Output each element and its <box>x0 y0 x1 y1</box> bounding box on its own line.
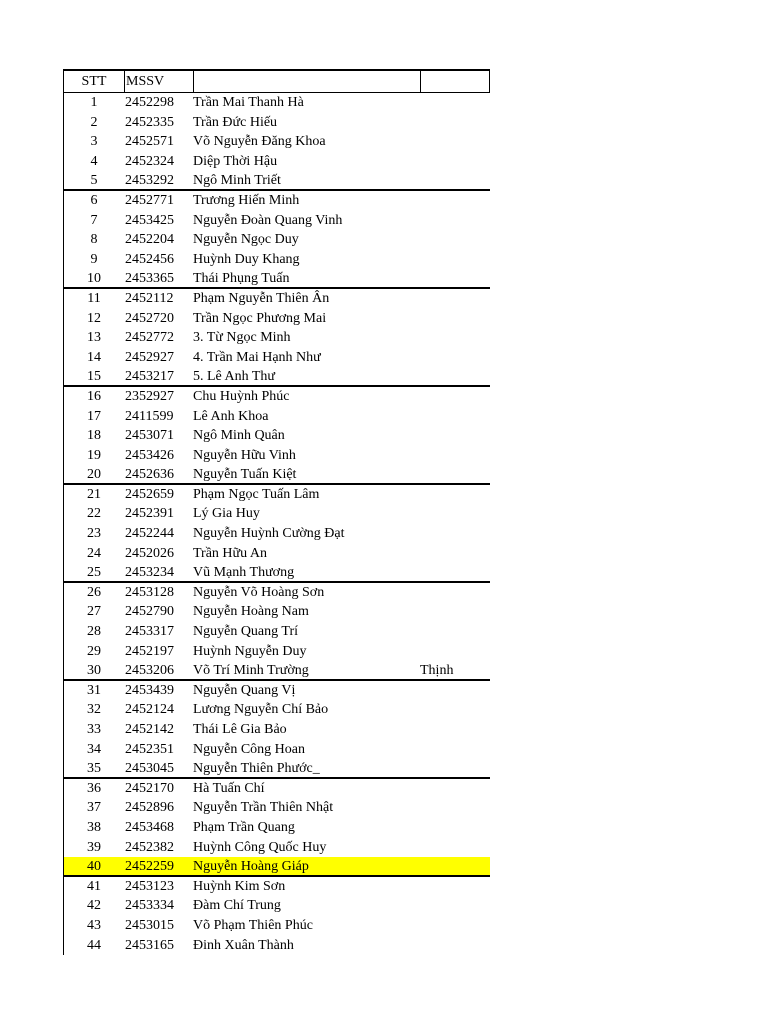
cell-name[interactable]: Nguyễn Võ Hoàng Sơn <box>193 584 325 600</box>
table-row <box>63 191 490 211</box>
table-row <box>63 700 490 720</box>
cell-stt[interactable]: 12 <box>63 309 124 329</box>
cell-extra[interactable] <box>420 504 490 524</box>
cell-stt[interactable]: 5 <box>63 171 124 189</box>
table-row <box>63 426 490 446</box>
cell-stt[interactable]: 22 <box>63 504 124 524</box>
cell-mssv[interactable]: 2453015 <box>125 917 174 933</box>
cell-extra[interactable] <box>420 191 490 211</box>
table-header-row <box>63 69 490 93</box>
cell-name[interactable]: Thái Phụng Tuấn <box>193 271 290 287</box>
cell-extra[interactable] <box>420 622 490 642</box>
cell-mssv[interactable]: 2452259 <box>125 859 174 875</box>
cell-name[interactable]: Nguyễn Công Hoan <box>193 741 305 757</box>
table-row <box>63 602 490 622</box>
cell-stt[interactable]: 10 <box>63 269 124 287</box>
cell-extra[interactable] <box>420 446 490 466</box>
cell-name[interactable]: Vũ Mạnh Thương <box>193 565 295 581</box>
cell-mssv[interactable]: 2453292 <box>125 173 174 189</box>
cell-name[interactable]: Ngô Minh Quân <box>193 428 285 444</box>
cell-name[interactable]: Nguyễn Thiên Phước_ <box>193 761 320 777</box>
cell-mssv[interactable]: 2452659 <box>125 486 174 502</box>
cell-stt[interactable]: 40 <box>63 857 124 875</box>
table-row <box>63 798 490 818</box>
cell-extra[interactable] <box>420 426 490 446</box>
cell-stt[interactable]: 32 <box>63 700 124 720</box>
table-row <box>63 661 490 681</box>
cell-stt[interactable]: 2 <box>63 113 124 133</box>
cell-stt[interactable]: 24 <box>63 544 124 564</box>
table-row <box>63 720 490 740</box>
cell-extra[interactable] <box>420 485 490 505</box>
header-name[interactable] <box>193 71 419 92</box>
table-row <box>63 387 490 407</box>
cell-extra[interactable] <box>420 759 490 777</box>
cell-mssv[interactable]: 2453165 <box>125 937 174 953</box>
cell-extra[interactable] <box>420 309 490 329</box>
table-row <box>63 269 490 289</box>
cell-mssv[interactable]: 2453317 <box>125 624 174 640</box>
cell-name[interactable]: Trần Mai Thanh Hà <box>193 95 304 110</box>
cell-name[interactable]: Lương Nguyễn Chí Bảo <box>193 702 329 718</box>
cell-mssv[interactable]: 2453123 <box>125 878 174 894</box>
table-row <box>63 93 490 113</box>
cell-stt[interactable]: 37 <box>63 798 124 818</box>
cell-stt[interactable]: 20 <box>63 465 124 483</box>
cell-stt[interactable]: 4 <box>63 152 124 172</box>
cell-name[interactable]: Nguyễn Ngọc Duy <box>193 232 299 248</box>
table-row <box>63 563 490 583</box>
table-row <box>63 681 490 701</box>
cell-mssv[interactable]: 2452896 <box>125 800 174 816</box>
cell-mssv[interactable]: 2453071 <box>125 428 174 444</box>
cell-stt[interactable]: 15 <box>63 367 124 385</box>
cell-stt[interactable]: 23 <box>63 524 124 544</box>
table-row <box>63 857 490 877</box>
cell-name[interactable]: Trần Đức Hiếu <box>193 114 278 130</box>
cell-extra[interactable] <box>420 936 490 956</box>
cell-extra[interactable] <box>420 838 490 858</box>
cell-name[interactable]: Trương Hiến Minh <box>193 192 300 208</box>
cell-name[interactable]: Nguyễn Quang Vị <box>193 682 296 698</box>
table-row <box>63 779 490 799</box>
cell-name[interactable]: Lý Gia Huy <box>193 506 260 522</box>
cell-mssv[interactable]: 2452771 <box>125 192 174 208</box>
cell-mssv[interactable]: 2452204 <box>125 232 174 248</box>
header-mssv[interactable]: MSSV <box>124 71 194 92</box>
cell-extra[interactable] <box>420 798 490 818</box>
cell-mssv[interactable]: 2452244 <box>125 526 174 542</box>
table-row <box>63 211 490 231</box>
cell-extra[interactable] <box>420 230 490 250</box>
cell-mssv[interactable]: 2452197 <box>125 643 174 659</box>
cell-name[interactable]: Huỳnh Duy Khang <box>193 251 300 267</box>
cell-mssv[interactable]: 2452391 <box>125 506 174 522</box>
cell-name[interactable]: Hà Tuấn Chí <box>193 780 265 796</box>
table-row <box>63 152 490 172</box>
cell-extra[interactable] <box>420 563 490 581</box>
cell-name[interactable]: Chu Huỳnh Phúc <box>193 388 290 404</box>
cell-name[interactable]: Nguyễn Quang Trí <box>193 624 299 640</box>
cell-extra[interactable] <box>420 367 490 385</box>
cell-stt[interactable]: 11 <box>63 289 124 309</box>
cell-mssv[interactable]: 2453439 <box>125 682 174 698</box>
cell-mssv[interactable]: 2453426 <box>125 447 174 463</box>
table-row <box>63 113 490 133</box>
cell-name[interactable]: Nguyễn Đoàn Quang Vinh <box>193 212 343 228</box>
table-row <box>63 544 490 564</box>
table-row <box>63 171 490 191</box>
cell-extra[interactable] <box>420 289 490 309</box>
table-row <box>63 759 490 779</box>
cell-stt[interactable]: 21 <box>63 485 124 505</box>
cell-mssv[interactable]: 2453468 <box>125 819 174 835</box>
cell-name[interactable]: Phạm Nguyễn Thiên Ân <box>193 290 330 306</box>
cell-name[interactable]: Nguyễn Huỳnh Cường Đạt <box>193 526 345 542</box>
cell-extra[interactable] <box>420 740 490 760</box>
cell-mssv[interactable]: 2352927 <box>125 388 174 404</box>
cell-extra[interactable] <box>420 93 490 113</box>
cell-name[interactable]: Nguyễn Hữu Vinh <box>193 447 296 463</box>
table-row <box>63 504 490 524</box>
cell-stt[interactable]: 30 <box>63 661 124 679</box>
cell-stt[interactable]: 41 <box>63 877 124 897</box>
table-row <box>63 407 490 427</box>
cell-stt[interactable]: 9 <box>63 250 124 270</box>
table-row <box>63 877 490 897</box>
cell-name[interactable]: Huỳnh Công Quốc Huy <box>193 839 327 855</box>
cell-stt[interactable]: 1 <box>63 93 124 113</box>
table-row <box>63 838 490 858</box>
cell-mssv[interactable]: 2453365 <box>125 271 174 287</box>
cell-name[interactable]: Trần Hữu An <box>193 545 267 561</box>
cell-mssv[interactable]: 2452351 <box>125 741 174 757</box>
cell-extra[interactable] <box>420 779 490 799</box>
cell-extra[interactable] <box>420 132 490 152</box>
table-row <box>63 367 490 387</box>
cell-mssv[interactable]: 2452382 <box>125 839 174 855</box>
cell-stt[interactable]: 27 <box>63 602 124 622</box>
cell-stt[interactable]: 42 <box>63 896 124 916</box>
cell-stt[interactable]: 44 <box>63 936 124 956</box>
table-row <box>63 250 490 270</box>
cell-name[interactable]: Nguyễn Trần Thiên Nhật <box>193 800 334 816</box>
cell-mssv[interactable]: 2411599 <box>125 408 174 424</box>
cell-stt[interactable]: 39 <box>63 838 124 858</box>
cell-name[interactable]: Nguyễn Tuấn Kiệt <box>193 467 297 483</box>
cell-mssv[interactable]: 2453206 <box>125 663 174 679</box>
cell-mssv[interactable]: 2452324 <box>125 153 174 169</box>
cell-name[interactable]: Võ Trí Minh Trường <box>193 663 309 679</box>
cell-extra[interactable] <box>420 681 490 701</box>
cell-mssv[interactable]: 2452142 <box>125 722 174 737</box>
cell-mssv[interactable]: 2452927 <box>125 349 174 365</box>
cell-extra[interactable] <box>420 583 490 603</box>
cell-extra[interactable] <box>420 896 490 916</box>
table-row <box>63 740 490 760</box>
cell-name[interactable]: Đinh Xuân Thành <box>193 937 294 953</box>
cell-stt[interactable]: 36 <box>63 779 124 799</box>
cell-mssv[interactable]: 2452112 <box>125 290 174 306</box>
cell-extra[interactable] <box>420 544 490 564</box>
cell-extra[interactable] <box>420 211 490 231</box>
table-row <box>63 485 490 505</box>
cell-mssv[interactable]: 2452790 <box>125 604 174 620</box>
cell-stt[interactable]: 25 <box>63 563 124 581</box>
cell-extra[interactable] <box>420 465 490 483</box>
cell-stt[interactable]: 18 <box>63 426 124 446</box>
table-row <box>63 132 490 152</box>
cell-mssv[interactable]: 2452298 <box>125 95 174 110</box>
cell-extra[interactable] <box>420 269 490 287</box>
cell-mssv[interactable]: 2452720 <box>125 310 174 326</box>
cell-extra[interactable] <box>420 642 490 662</box>
cell-name[interactable]: Trần Ngọc Phương Mai <box>193 310 327 326</box>
cell-name[interactable]: Thái Lê Gia Bảo <box>193 722 287 737</box>
cell-stt[interactable]: 17 <box>63 407 124 427</box>
cell-stt[interactable]: 19 <box>63 446 124 466</box>
cell-name[interactable]: Phạm Trần Quang <box>193 819 295 835</box>
cell-mssv[interactable]: 2452772 <box>125 330 174 346</box>
table-row <box>63 309 490 329</box>
cell-name[interactable]: Diệp Thời Hậu <box>193 153 278 169</box>
cell-stt[interactable]: 26 <box>63 583 124 603</box>
cell-extra[interactable] <box>420 818 490 838</box>
cell-extra[interactable] <box>420 877 490 897</box>
table-row <box>63 916 490 936</box>
cell-stt[interactable]: 14 <box>63 348 124 368</box>
cell-extra[interactable] <box>420 524 490 544</box>
cell-mssv[interactable]: 2452335 <box>125 114 174 130</box>
cell-mssv[interactable]: 2452026 <box>125 545 174 561</box>
cell-name[interactable]: Võ Phạm Thiên Phúc <box>193 917 313 933</box>
header-extra[interactable] <box>420 71 490 92</box>
table-row <box>63 230 490 250</box>
cell-extra[interactable] <box>420 700 490 720</box>
cell-name[interactable]: Nguyễn Hoàng Nam <box>193 604 309 620</box>
cell-stt[interactable]: 31 <box>63 681 124 701</box>
cell-stt[interactable]: 8 <box>63 230 124 250</box>
cell-mssv[interactable]: 2453234 <box>125 565 174 581</box>
cell-name[interactable]: Huỳnh Nguyễn Duy <box>193 643 307 659</box>
cell-extra[interactable] <box>420 407 490 427</box>
cell-mssv[interactable]: 2453425 <box>125 212 174 228</box>
table-row <box>63 622 490 642</box>
cell-stt[interactable]: 38 <box>63 818 124 838</box>
cell-stt[interactable]: 33 <box>63 720 124 740</box>
cell-stt[interactable]: 35 <box>63 759 124 777</box>
cell-extra[interactable] <box>420 328 490 348</box>
cell-extra[interactable] <box>420 152 490 172</box>
table-row <box>63 642 490 662</box>
cell-mssv[interactable]: 2453128 <box>125 584 174 600</box>
table-row <box>63 818 490 838</box>
cell-stt[interactable]: 7 <box>63 211 124 231</box>
cell-name[interactable]: Võ Nguyễn Đăng Khoa <box>193 134 326 150</box>
cell-stt[interactable]: 29 <box>63 642 124 662</box>
table-row <box>63 289 490 309</box>
cell-extra[interactable] <box>420 602 490 622</box>
table-row <box>63 328 490 348</box>
cell-stt[interactable]: 43 <box>63 916 124 936</box>
table-row <box>63 348 490 368</box>
table-row <box>63 465 490 485</box>
cell-stt[interactable]: 16 <box>63 387 124 407</box>
cell-extra[interactable] <box>420 250 490 270</box>
header-stt[interactable]: STT <box>63 71 124 92</box>
cell-mssv[interactable]: 2453045 <box>125 761 174 777</box>
cell-stt[interactable]: 3 <box>63 132 124 152</box>
cell-mssv[interactable]: 2452170 <box>125 780 174 796</box>
cell-extra[interactable] <box>420 387 490 407</box>
cell-name[interactable]: Ngô Minh Triết <box>193 173 281 189</box>
cell-mssv[interactable]: 2452124 <box>125 702 174 718</box>
cell-name[interactable]: Nguyễn Hoàng Giáp <box>193 859 309 875</box>
cell-mssv[interactable]: 2452456 <box>125 251 174 267</box>
cell-extra[interactable] <box>420 113 490 133</box>
cell-name[interactable]: 5. Lê Anh Thư <box>193 369 275 385</box>
cell-name[interactable]: Đàm Chí Trung <box>193 898 281 914</box>
cell-name[interactable]: Huỳnh Kim Sơn <box>193 878 286 894</box>
table-row <box>63 524 490 544</box>
cell-extra[interactable] <box>420 916 490 936</box>
cell-name[interactable]: 4. Trần Mai Hạnh Như <box>193 349 321 365</box>
table-row <box>63 583 490 603</box>
table-body <box>63 93 490 955</box>
cell-stt[interactable]: 6 <box>63 191 124 211</box>
cell-stt[interactable]: 13 <box>63 328 124 348</box>
cell-extra[interactable] <box>420 171 490 189</box>
cell-extra[interactable] <box>420 857 490 875</box>
cell-stt[interactable]: 34 <box>63 740 124 760</box>
cell-extra[interactable] <box>420 720 490 740</box>
cell-mssv[interactable]: 2453334 <box>125 898 174 914</box>
cell-extra[interactable]: Thịnh <box>420 663 454 679</box>
table-row <box>63 896 490 916</box>
cell-mssv[interactable]: 2452636 <box>125 467 174 483</box>
cell-name[interactable]: 3. Từ Ngọc Minh <box>193 330 291 346</box>
cell-stt[interactable]: 28 <box>63 622 124 642</box>
cell-mssv[interactable]: 2452571 <box>125 134 174 150</box>
table-row <box>63 446 490 466</box>
cell-name[interactable]: Phạm Ngọc Tuấn Lâm <box>193 486 320 502</box>
cell-extra[interactable] <box>420 348 490 368</box>
table-row <box>63 936 490 956</box>
cell-name[interactable]: Lê Anh Khoa <box>193 408 269 424</box>
student-list-table <box>63 69 490 955</box>
cell-mssv[interactable]: 2453217 <box>125 369 174 385</box>
